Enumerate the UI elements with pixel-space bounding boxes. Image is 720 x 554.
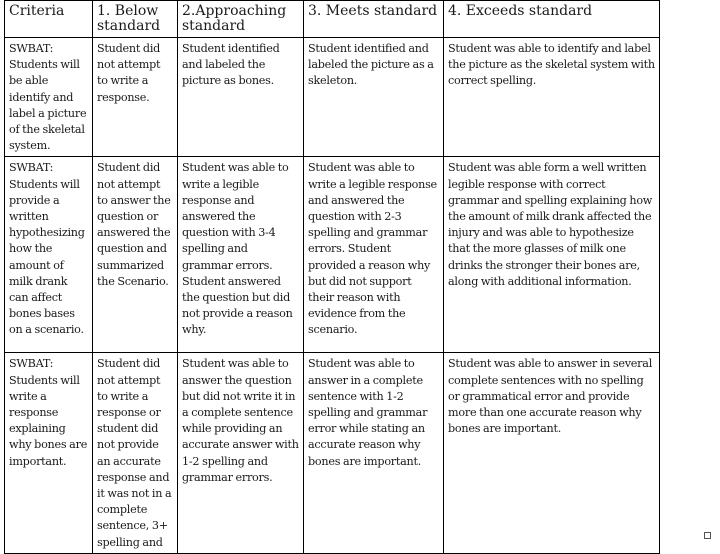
exceeds-cell: Student was able to identify and label the picture as the skeletal system with correct spelling.	[444, 38, 660, 157]
table-row	[5, 157, 660, 353]
header-criteria: Criteria	[5, 1, 93, 38]
meets-cell: Student was able to write a legible response and answered the question with 2-3 spelling and grammar errors. Student provided a reason why but did not support their reason with evidence from the scenario.	[304, 157, 444, 353]
table-row	[5, 38, 660, 157]
approaching-cell: Student identified and labeled the picture as bones.	[178, 38, 304, 157]
header-below-standard: 1. Below standard	[93, 1, 178, 38]
header-exceeds-standard: 4. Exceeds standard	[444, 1, 660, 38]
below-cell: Student did not attempt to write a response or student did not provide an accurate response and it was not in a complete sentence, 3+ spelling and	[93, 353, 178, 553]
header-row	[5, 1, 660, 38]
criteria-cell: SWBAT: Students will write a response explaining why bones are important.	[5, 353, 93, 553]
rubric-table	[4, 0, 660, 554]
header-meets-standard: 3. Meets standard	[304, 1, 444, 38]
exceeds-cell: Student was able form a well written legible response with correct grammar and spelling explaining how the amount of milk drank affected the injury and was able to hypothesize that the more glasses of milk one drinks the stronger their bones are, along with additional information.	[444, 157, 660, 353]
table-row	[5, 353, 660, 553]
meets-cell: Student was able to answer in a complete sentence with 1-2 spelling and grammar error while stating an accurate reason why bones are important.	[304, 353, 444, 553]
below-cell: Student did not attempt to write a response.	[93, 38, 178, 157]
criteria-cell: SWBAT: Students will provide a written hypothesizing how the amount of milk drank can affect bones bases on a scenario.	[5, 157, 93, 353]
table-resize-handle[interactable]	[704, 532, 711, 539]
header-approaching-standard: 2.Approaching standard	[178, 1, 304, 38]
meets-cell: Student identified and labeled the picture as a skeleton.	[304, 38, 444, 157]
approaching-cell: Student was able to answer the question but did not write it in a complete sentence while providing an accurate answer with 1-2 spelling and grammar errors.	[178, 353, 304, 553]
criteria-cell: SWBAT: Students will be able identify and label a picture of the skeletal system.	[5, 38, 93, 157]
exceeds-cell: Student was able to answer in several complete sentences with no spelling or grammatical error and provide more than one accurate reason why bones are important.	[444, 353, 660, 553]
approaching-cell: Student was able to write a legible response and answered the question with 3-4 spelling and grammar errors. Student answered the question but did not provide a reason why.	[178, 157, 304, 353]
below-cell: Student did not attempt to answer the question or answered the question and summarized the Scenario.	[93, 157, 178, 353]
